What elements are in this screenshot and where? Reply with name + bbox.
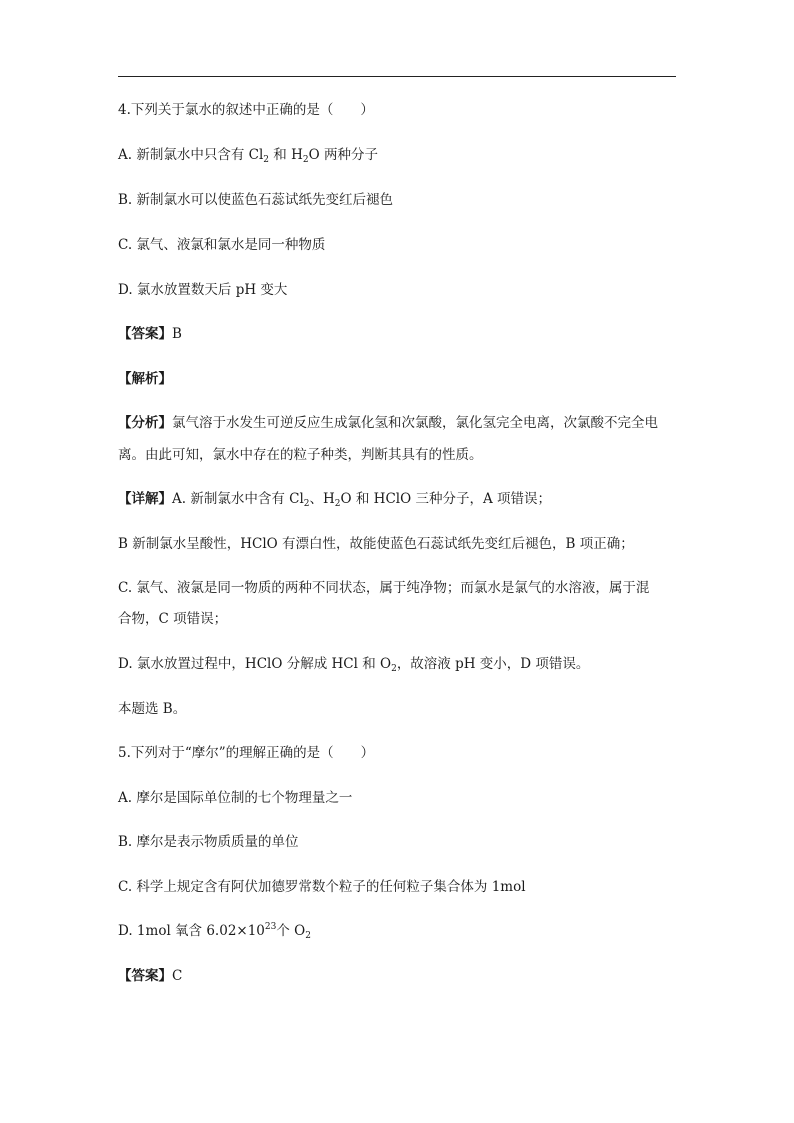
subscript: 2 [263, 155, 270, 165]
q4-option-b: B. 新制氯水可以使蓝色石蕊试纸先变红后褪色 [118, 192, 394, 208]
answer-value: B [172, 326, 182, 342]
subscript: 2 [305, 931, 311, 941]
q4-option-c: C. 氯气、液氯和氯水是同一种物质 [118, 237, 326, 253]
fenxi-text: 氯气溶于水发生可逆反应生成氯化氢和次氯酸，氯化氢完全电离，次氯酸不完全电 [172, 415, 658, 431]
fenxi-tag: 【分析】 [118, 415, 172, 431]
q4-option-d: D. 氯水放置数天后 pH 变大 [118, 282, 288, 298]
q5-option-d-text: 个 O [276, 923, 306, 939]
q5-option-d [118, 921, 678, 941]
q4-stem: 4.下列关于氯水的叙述中正确的是（ ） [118, 102, 374, 118]
header-rule [118, 76, 676, 77]
q5-option-a: A. 摩尔是国际单位制的七个物理量之一 [118, 790, 353, 806]
q5-answer [118, 966, 678, 986]
subscript: 2 [303, 499, 310, 509]
xiangjie-text: 、H [309, 491, 335, 507]
answer-value: C [172, 968, 183, 984]
q4-xiangjie-c-line2: 合物，C 项错误； [118, 611, 228, 627]
q4-conclusion: 本题选 B。 [118, 701, 187, 717]
q4-xiangjie-b: B 新制氯水呈酸性，HClO 有漂白性，故能使蓝色石蕊试纸先变红后褪色，B 项正确； [118, 536, 634, 552]
q4-option-a-text: 和 H [269, 147, 303, 163]
xiangjie-text: D. 氯水放置过程中，HClO 分解成 HCl 和 O [118, 656, 392, 672]
subscript: 2 [302, 155, 309, 165]
q5-option-d-text: D. 1mol 氧含 6.02×10 [118, 923, 265, 939]
q4-fenxi-line1 [118, 413, 678, 433]
subscript: 2 [391, 664, 397, 674]
xiangjie-text: O 和 HClO 三种分子，A 项错误； [340, 491, 552, 507]
subscript: 2 [334, 499, 341, 509]
q4-option-a-text: O 两种分子 [308, 147, 378, 163]
superscript: 23 [264, 922, 277, 932]
q4-xiangjie-c-line1: C. 氯气、液氯是同一物质的两种不同状态，属于纯净物；而氯水是氯气的水溶液，属于混 [118, 580, 650, 596]
xiangjie-text: ，故溶液 pH 变小，D 项错误。 [396, 656, 590, 672]
q4-option-a-text: A. 新制氯水中只含有 Cl [118, 147, 264, 163]
q5-option-b: B. 摩尔是表示物质质量的单位 [118, 834, 299, 850]
answer-tag: 【答案】 [118, 326, 172, 342]
q4-answer [118, 324, 678, 344]
answer-tag: 【答案】 [118, 968, 172, 984]
xiangjie-text: A. 新制氯水中含有 Cl [172, 491, 304, 507]
q4-fenxi-line2: 离。由此可知，氯水中存在的粒子种类，判断其具有的性质。 [118, 447, 483, 463]
q5-option-c: C. 科学上规定含有阿伏加德罗常数个粒子的任何粒子集合体为 1mol [118, 879, 526, 895]
xiangjie-tag: 【详解】 [118, 491, 172, 507]
q4-xiangjie-a [118, 489, 678, 509]
q4-xiangjie-d [118, 654, 678, 674]
q4-option-a [118, 145, 678, 165]
q5-stem: 5.下列对于“摩尔”的理解正确的是（ ） [118, 745, 375, 761]
q4-analysis-tag: 【解析】 [118, 371, 172, 387]
